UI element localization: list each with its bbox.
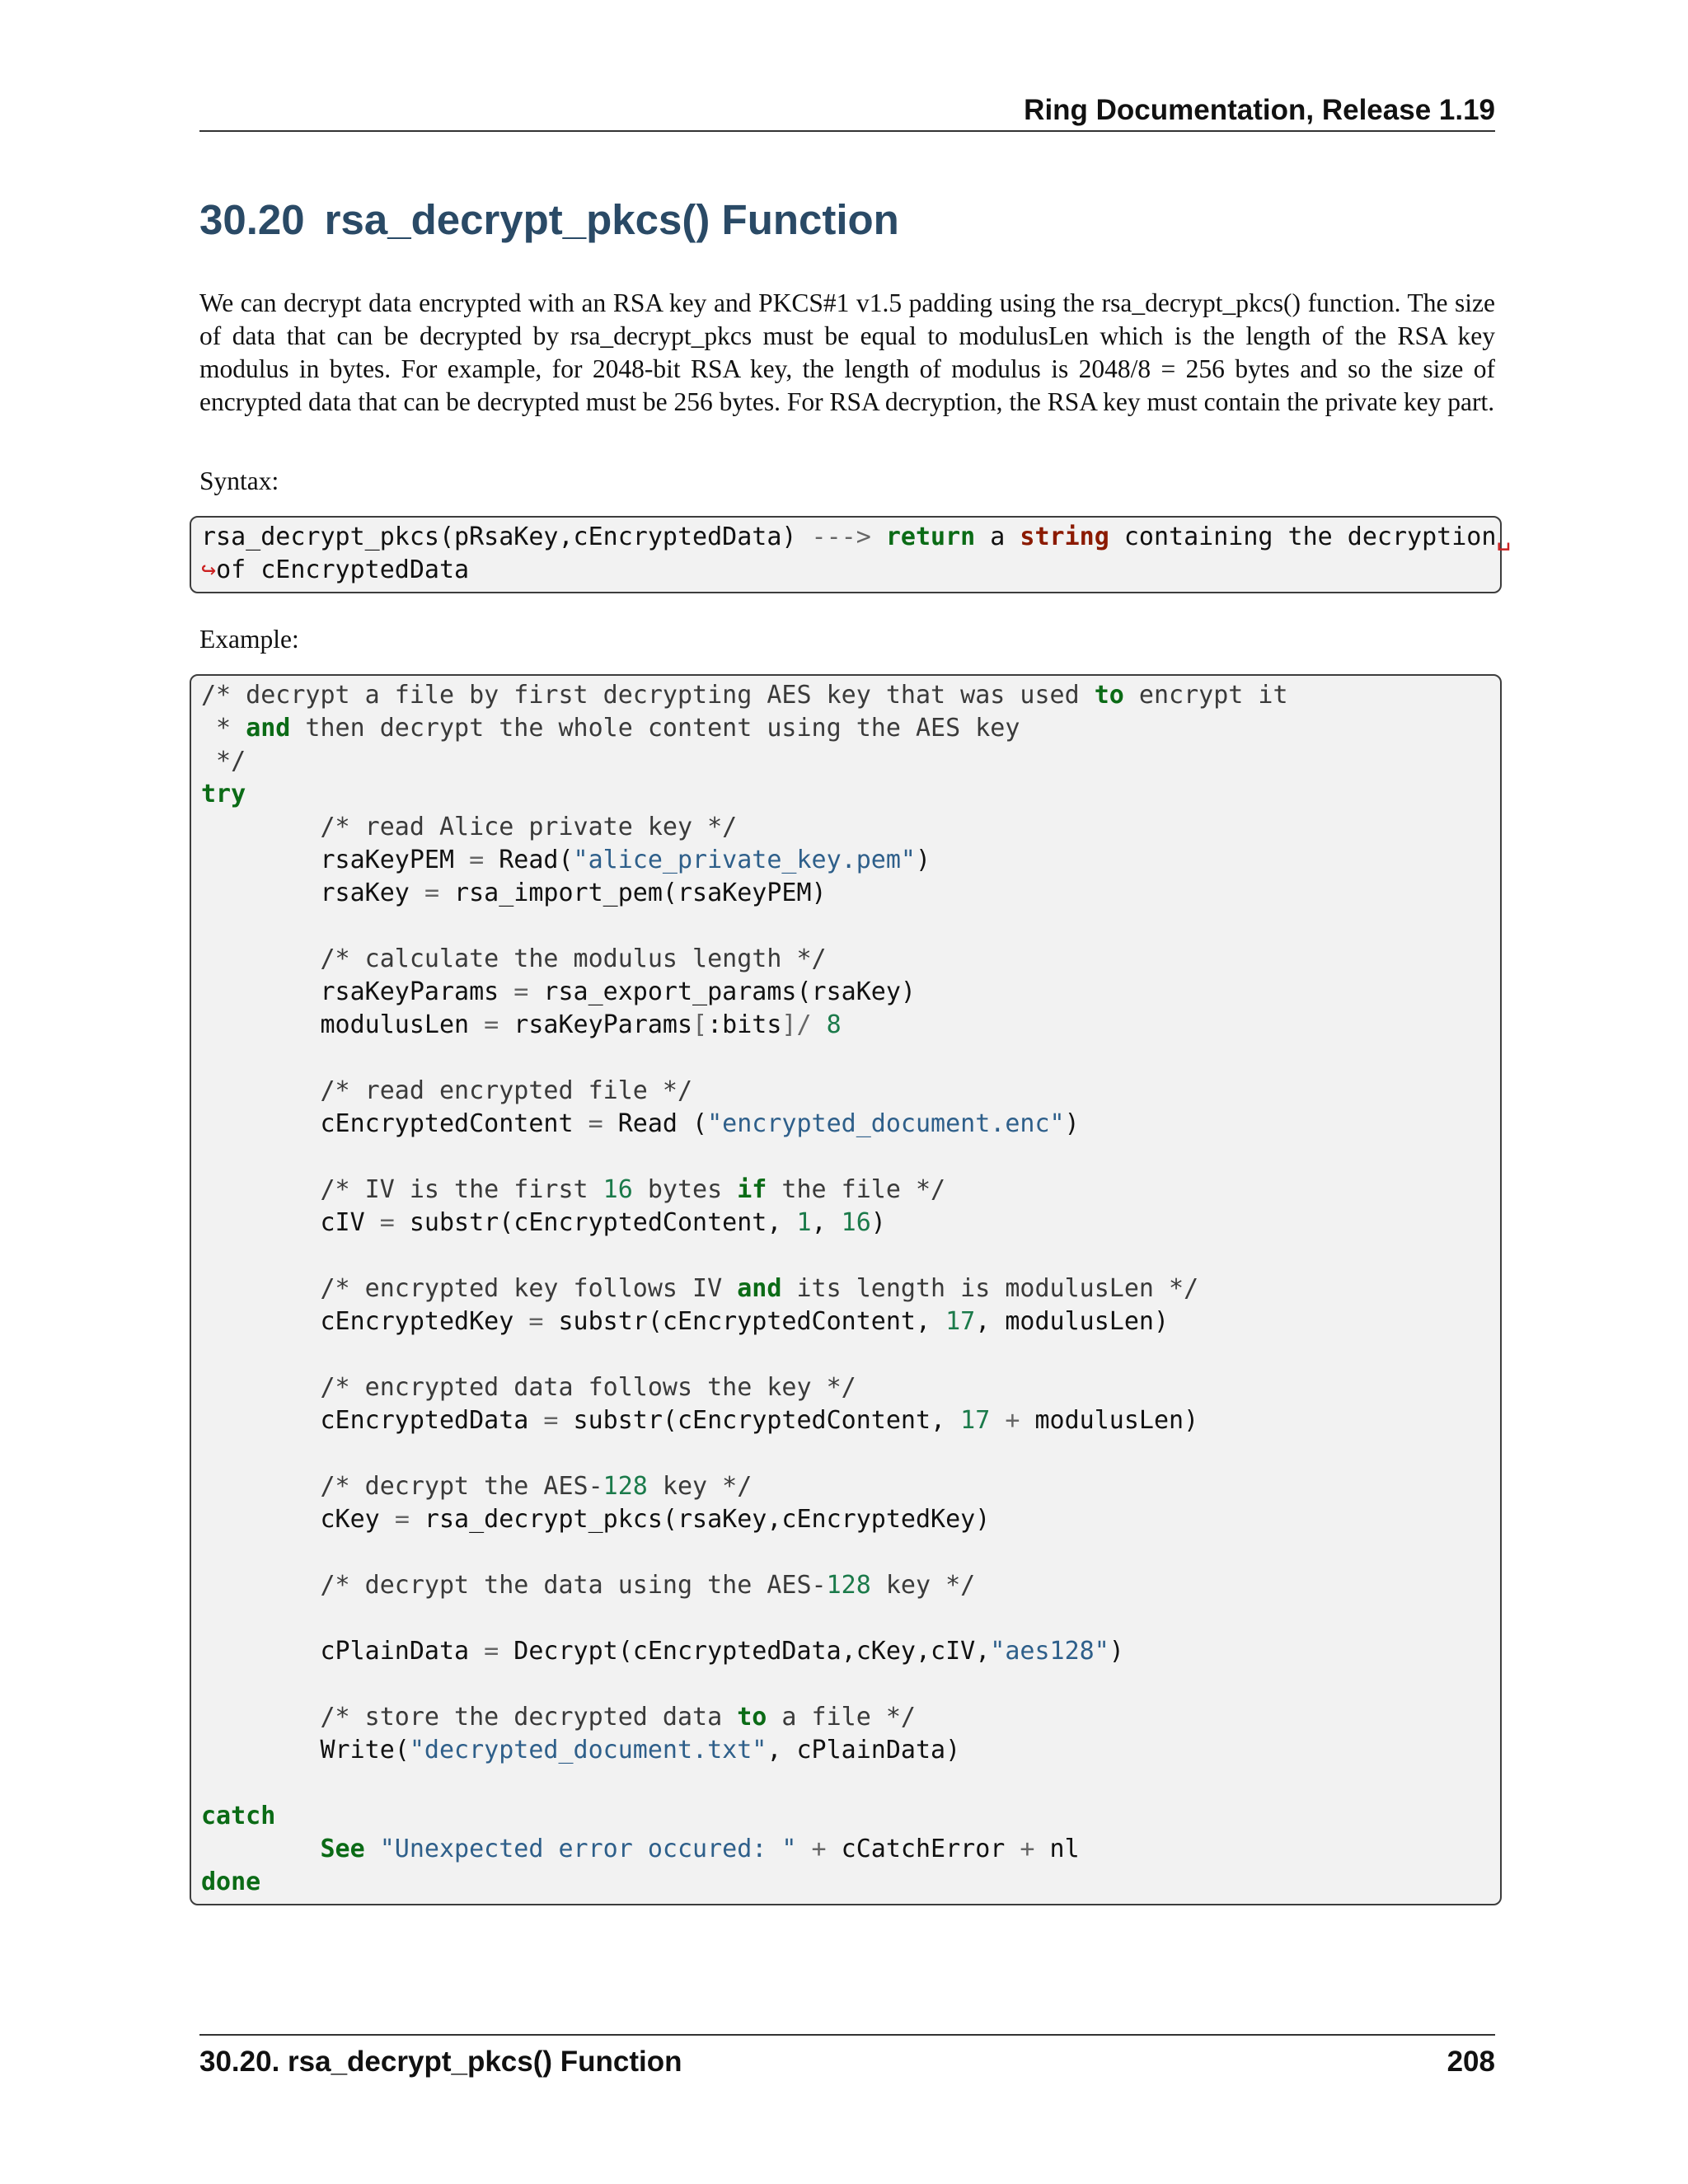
- example-label: Example:: [199, 625, 299, 654]
- code-token: ,: [811, 1208, 842, 1237]
- code-token: and: [246, 714, 291, 743]
- code-token: to: [737, 1703, 767, 1732]
- code-token: then decrypt the whole content using the AES key: [290, 714, 1020, 743]
- code-token: substr(cEncryptedContent,: [394, 1208, 797, 1237]
- code-line: [201, 1736, 960, 1765]
- code-token: Read (: [603, 1109, 708, 1138]
- code-token: =: [588, 1109, 603, 1138]
- code-token: to: [1094, 681, 1124, 710]
- code-token: rsa_decrypt_pkcs(pRsaKey,cEncryptedData): [201, 523, 812, 551]
- code-token: /* read Alice private key */: [320, 813, 738, 841]
- code-token: rsa_decrypt_pkcs(rsaKey,cEncryptedKey): [409, 1505, 991, 1534]
- code-token: ]/: [781, 1010, 812, 1039]
- code-token: 17: [945, 1307, 976, 1336]
- code-token: rsa_import_pem(rsaKeyPEM): [439, 879, 827, 907]
- code-token: [201, 1175, 321, 1204]
- code-token: modulusLen): [1020, 1406, 1199, 1435]
- code-token: ): [1109, 1637, 1124, 1666]
- code-token: the file */: [767, 1175, 946, 1204]
- page-number: 208: [1447, 2046, 1495, 2078]
- code-line: [201, 1274, 1198, 1303]
- code-token: +: [1005, 1406, 1020, 1435]
- code-token: nl: [1034, 1835, 1080, 1863]
- example-code-block: [190, 674, 1502, 1905]
- code-line: [201, 1703, 916, 1732]
- code-token: "encrypted_document.enc": [707, 1109, 1065, 1138]
- code-token: =: [484, 1637, 499, 1666]
- code-token: 16: [603, 1175, 633, 1204]
- syntax-code-block: [190, 516, 1512, 593]
- code-token: =: [469, 846, 485, 874]
- section-heading: [199, 194, 899, 245]
- code-line: [201, 747, 246, 776]
- code-line: [201, 1406, 1198, 1435]
- code-line: [201, 523, 1511, 551]
- code-token: /* read encrypted file */: [320, 1076, 693, 1105]
- code-token: [201, 1274, 321, 1303]
- code-token: "aes128": [990, 1637, 1109, 1666]
- code-line: [201, 555, 469, 584]
- code-token: substr(cEncryptedContent,: [543, 1307, 946, 1336]
- code-token: /* store the decrypted data: [320, 1703, 738, 1732]
- code-line: [201, 1076, 692, 1105]
- code-token: cEncryptedData: [201, 1406, 544, 1435]
- code-token: done: [201, 1868, 261, 1896]
- code-token: modulusLen: [201, 1010, 485, 1039]
- code-token: [201, 1373, 321, 1402]
- code-token: catch: [201, 1802, 276, 1830]
- code-token: and: [737, 1274, 782, 1303]
- code-token: a: [975, 523, 1020, 551]
- code-token: rsaKeyParams: [499, 1010, 693, 1039]
- code-token: 17: [960, 1406, 991, 1435]
- code-token: key */: [870, 1571, 976, 1600]
- code-token: containing the decryption: [1109, 523, 1497, 551]
- code-token: substr(cEncryptedContent,: [558, 1406, 961, 1435]
- code-token: [201, 1703, 321, 1732]
- code-token: [201, 944, 321, 973]
- code-token: [201, 1835, 321, 1863]
- code-line: [201, 681, 1288, 710]
- code-line: [201, 813, 737, 841]
- code-token: =: [543, 1406, 559, 1435]
- code-token: [201, 813, 321, 841]
- code-token: /* decrypt the AES-: [320, 1472, 603, 1501]
- code-token: --->: [811, 523, 871, 551]
- code-line: [201, 879, 827, 907]
- syntax-code: [201, 521, 1512, 587]
- code-token: /* calculate the modulus length */: [320, 944, 827, 973]
- code-line: [201, 1868, 260, 1896]
- code-token: [365, 1835, 380, 1863]
- code-token: =: [424, 879, 439, 907]
- code-token: /* encrypted key follows IV: [320, 1274, 738, 1303]
- code-token: cCatchError: [826, 1835, 1020, 1863]
- code-token: 8: [826, 1010, 842, 1039]
- code-line: [201, 1010, 842, 1039]
- code-token: , modulusLen): [975, 1307, 1170, 1336]
- code-line: [201, 714, 1020, 743]
- code-token: ): [915, 846, 931, 874]
- code-token: cPlainData: [201, 1637, 485, 1666]
- code-token: "Unexpected error occured: ": [379, 1835, 797, 1863]
- code-token: :bits: [707, 1010, 782, 1039]
- code-token: if: [737, 1175, 767, 1204]
- document-title: Ring Documentation, Release 1.19: [1024, 94, 1495, 126]
- code-line: [201, 780, 246, 808]
- page-header: [199, 89, 1495, 132]
- code-token: ␣: [1496, 523, 1512, 551]
- code-line: [201, 944, 827, 973]
- code-token: ): [870, 1208, 886, 1237]
- code-line: [201, 1505, 990, 1534]
- code-token: ): [1064, 1109, 1080, 1138]
- code-token: try: [201, 780, 246, 808]
- code-token: +: [1020, 1835, 1035, 1863]
- code-token: [871, 523, 886, 551]
- code-token: 16: [841, 1208, 871, 1237]
- code-token: encrypt it: [1123, 681, 1288, 710]
- syntax-label: Syntax:: [199, 466, 279, 495]
- footer-section-title: 30.20. rsa_decrypt_pkcs() Function: [199, 2046, 682, 2078]
- code-token: key */: [647, 1472, 753, 1501]
- code-token: its length is modulusLen */: [781, 1274, 1199, 1303]
- code-token: =: [484, 1010, 499, 1039]
- code-line: [201, 1835, 1080, 1863]
- code-line: [201, 1637, 1124, 1666]
- code-token: 1: [796, 1208, 812, 1237]
- code-token: =: [379, 1208, 395, 1237]
- code-line: [201, 1109, 1080, 1138]
- code-line: [201, 977, 916, 1006]
- code-token: [201, 1472, 321, 1501]
- code-token: See: [320, 1835, 365, 1863]
- code-token: Decrypt(cEncryptedData,cKey,cIV,: [499, 1637, 991, 1666]
- code-line: [201, 1175, 945, 1204]
- page-footer: [199, 2034, 1495, 2085]
- code-token: string: [1020, 523, 1109, 551]
- code-token: rsaKeyParams: [201, 977, 514, 1006]
- code-line: [201, 1373, 856, 1402]
- example-code: [201, 679, 1492, 1899]
- section-number: 30.20: [199, 196, 305, 243]
- intro-paragraph: We can decrypt data encrypted with an RSA key and PKCS#1 v1.5 padding using the rsa_decrypt_pkcs() function. The size of data that can be decrypted by rsa_decrypt_pkcs must be equal to modulusLen which is the length of the RSA key modulus in bytes. For example, for 2048-bit RSA key, the length of modulus is 2048/8 = 256 bytes and so the size of encrypted data that can be decrypted must be 256 bytes. For RSA decryption, the RSA key must contain the private key part.: [199, 288, 1495, 416]
- code-token: +: [811, 1835, 827, 1863]
- code-token: [990, 1406, 1005, 1435]
- code-token: [201, 1571, 321, 1600]
- code-token: /* IV is the first: [320, 1175, 603, 1204]
- code-token: =: [513, 977, 529, 1006]
- code-token: *: [201, 714, 246, 743]
- code-token: [: [692, 1010, 708, 1039]
- section-title: rsa_decrypt_pkcs() Function: [324, 196, 899, 243]
- code-line: [201, 846, 931, 874]
- code-token: rsa_export_params(rsaKey): [528, 977, 916, 1006]
- code-token: of cEncryptedData: [216, 555, 470, 584]
- code-line: [201, 1472, 752, 1501]
- code-token: cEncryptedContent: [201, 1109, 588, 1138]
- code-token: , cPlainData): [767, 1736, 961, 1765]
- code-token: rsaKey: [201, 879, 424, 907]
- code-token: cKey: [201, 1505, 395, 1534]
- code-token: bytes: [632, 1175, 738, 1204]
- code-token: 128: [826, 1571, 871, 1600]
- code-token: Write(: [201, 1736, 410, 1765]
- code-token: [201, 1076, 321, 1105]
- code-token: cIV: [201, 1208, 380, 1237]
- code-token: 128: [603, 1472, 648, 1501]
- code-line: [201, 1802, 275, 1830]
- code-token: =: [528, 1307, 544, 1336]
- code-token: "decrypted_document.txt": [409, 1736, 767, 1765]
- code-token: /* decrypt a file by first decrypting AES key that was used: [201, 681, 1095, 710]
- code-line: [201, 1208, 886, 1237]
- code-token: return: [885, 523, 976, 551]
- code-line: [201, 1307, 1169, 1336]
- code-token: ↪: [201, 555, 217, 584]
- code-token: Read(: [484, 846, 574, 874]
- code-token: cEncryptedKey: [201, 1307, 529, 1336]
- code-token: "alice_private_key.pem": [573, 846, 916, 874]
- code-token: */: [201, 747, 246, 776]
- code-line: [201, 1571, 975, 1600]
- code-token: =: [394, 1505, 410, 1534]
- code-token: /* decrypt the data using the AES-: [320, 1571, 827, 1600]
- code-token: a file */: [767, 1703, 916, 1732]
- code-token: rsaKeyPEM: [201, 846, 470, 874]
- code-token: /* encrypted data follows the key */: [320, 1373, 856, 1402]
- code-token: [812, 1010, 827, 1039]
- code-token: [796, 1835, 811, 1863]
